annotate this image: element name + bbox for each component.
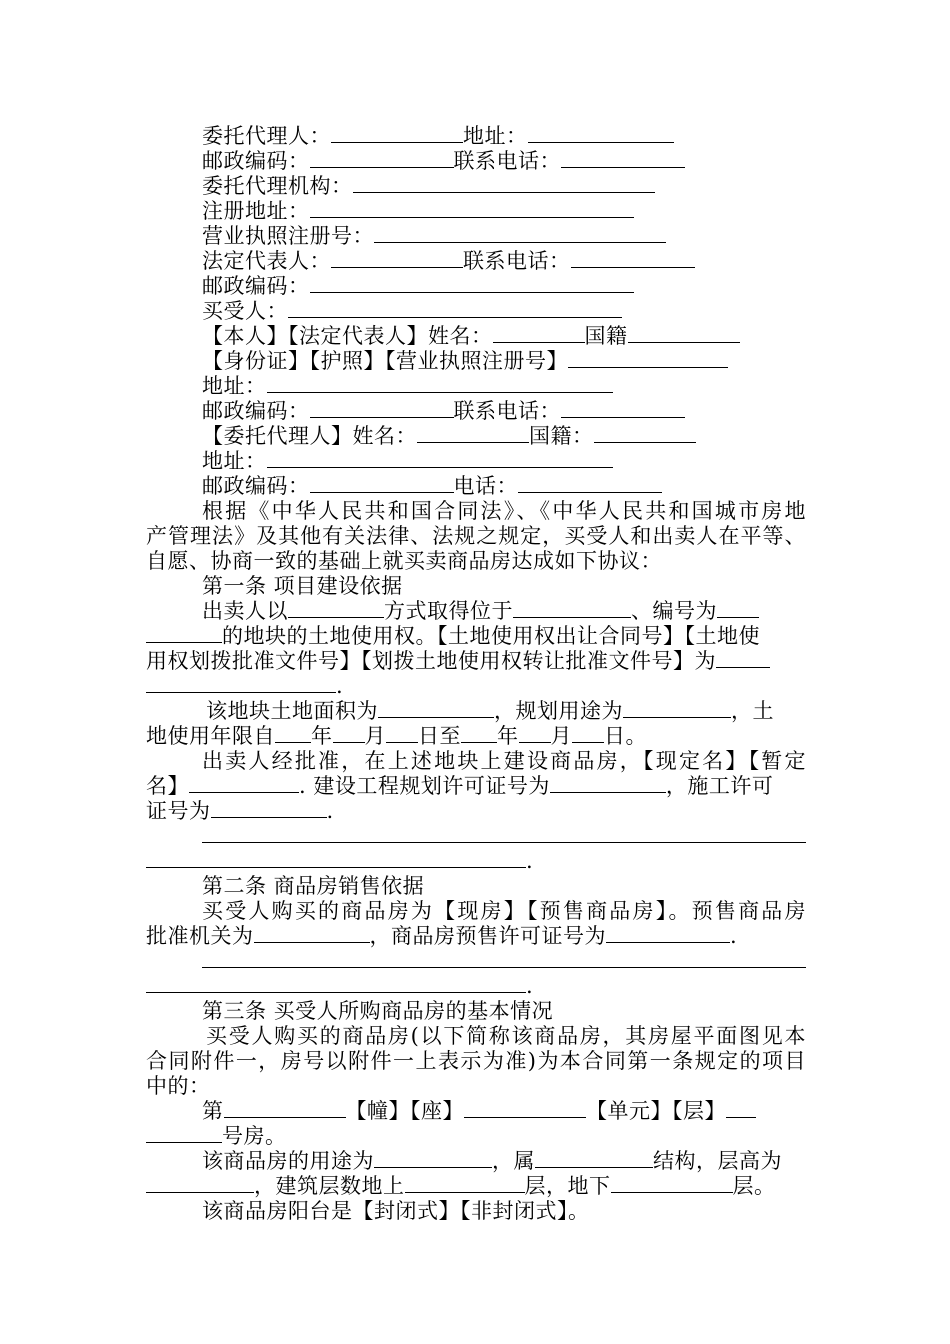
phone-blank[interactable] [561, 399, 685, 418]
text: 【单元】【层】 [586, 1099, 726, 1123]
floor-height-blank[interactable] [146, 1174, 254, 1193]
address-blank[interactable] [528, 124, 674, 143]
postcode-blank[interactable] [310, 474, 454, 493]
article-1-p3-line1: 出卖人经批准，在上述地块上建设商品房，【现定名】【暂定 [202, 749, 806, 773]
text: . [730, 924, 738, 948]
room-number-blank[interactable] [726, 1099, 756, 1118]
land-area-blank[interactable] [378, 699, 494, 718]
buyer-name-blank[interactable] [493, 324, 585, 343]
article-3-p1-line2: 合同附件一，房号以附件一上表示为准)为本合同第一条规定的项目 [146, 1049, 806, 1073]
nationality-label: 国籍： [529, 424, 594, 448]
doc-number-blank[interactable] [568, 349, 728, 368]
text: . [526, 974, 534, 998]
postcode-blank[interactable] [310, 149, 454, 168]
phone-label: 联系电话： [453, 399, 561, 423]
article-1-p2-line2 [146, 724, 647, 748]
acquisition-method-blank[interactable] [288, 599, 384, 618]
article-2-p1-line1: 买受人购买的商品房为【现房】【预售商品房】。预售商品房 [202, 899, 806, 923]
approval-authority-blank[interactable] [254, 924, 370, 943]
text: 号房。 [222, 1124, 287, 1148]
postcode-label: 邮政编码： [202, 149, 310, 173]
text: 年 [311, 724, 333, 748]
end-month-blank[interactable] [519, 724, 551, 743]
end-day-blank[interactable] [572, 724, 604, 743]
business-license-blank[interactable] [374, 224, 666, 243]
text: ，建筑层数地上 [254, 1174, 405, 1198]
agent-name-label: 【委托代理人】姓名： [202, 424, 417, 448]
room-number-blank-cont[interactable] [146, 1124, 222, 1143]
text: 用权划拨批准文件号】【划拨土地使用权转让批准文件号】为 [146, 649, 716, 673]
buyer-agent-postcode-line [202, 474, 662, 498]
text: ，施工许可 [665, 774, 774, 798]
address-label: 地址： [463, 124, 528, 148]
text: . [526, 849, 534, 873]
postcode-label: 邮政编码： [202, 399, 310, 423]
buyer-name-line [202, 324, 740, 348]
article-1-p2-line1 [206, 699, 774, 723]
floors-above-blank[interactable] [405, 1174, 525, 1193]
buyer-name-label: 【本人】【法定代表人】姓名： [202, 324, 493, 348]
text: . [326, 799, 334, 823]
business-license-label: 营业执照注册号： [202, 224, 374, 248]
project-name-blank[interactable] [189, 774, 299, 793]
nationality-label: 国籍 [584, 324, 628, 348]
text: 、编号为 [631, 599, 717, 623]
planned-use-blank[interactable] [623, 699, 731, 718]
article-3-p2-line1 [202, 1099, 756, 1123]
article-1-p3-line2 [146, 774, 773, 798]
start-month-blank[interactable] [333, 724, 365, 743]
location-blank[interactable] [513, 599, 631, 618]
buyer-agent-address-line [202, 449, 613, 473]
agency-line [202, 174, 655, 198]
article-3-p2-line2 [146, 1124, 287, 1148]
text: 【幢】【座】 [345, 1099, 464, 1123]
legal-rep-phone-label: 联系电话： [463, 249, 571, 273]
text: 批准机关为 [146, 924, 254, 948]
blank-line-cont[interactable] [146, 849, 526, 868]
blank-line-cont[interactable] [146, 974, 526, 993]
agency-blank[interactable] [353, 174, 655, 193]
text: 日至 [418, 724, 461, 748]
start-day-blank[interactable] [386, 724, 418, 743]
legal-rep-label: 法定代表人： [202, 249, 331, 273]
address-blank[interactable] [267, 374, 613, 393]
article-1-p3-line3 [146, 799, 334, 823]
usage-blank[interactable] [374, 1149, 492, 1168]
intro-line-1: 根据《中华人民共和国合同法》、《中华人民共和国城市房地 [202, 499, 806, 523]
agent-label: 委托代理人： [202, 124, 331, 148]
nationality-blank[interactable] [628, 324, 740, 343]
article-3-title: 第三条 买受人所购商品房的基本情况 [202, 999, 554, 1023]
text: ，土 [731, 699, 774, 723]
structure-blank[interactable] [535, 1149, 653, 1168]
reg-address-line [202, 199, 634, 223]
postcode-phone-line [202, 149, 685, 173]
reg-address-blank[interactable] [310, 199, 634, 218]
text: 年 [497, 724, 519, 748]
text: 第 [202, 1099, 224, 1123]
article-3-p1-line1: 买受人购买的商品房(以下简称该商品房，其房屋平面图见本 [206, 1024, 806, 1048]
article-3-p3-line1 [202, 1149, 782, 1173]
reg-address-label: 注册地址： [202, 199, 310, 223]
article-3-p3-line2 [146, 1174, 776, 1198]
floors-below-blank[interactable] [611, 1174, 733, 1193]
text: 层。 [732, 1174, 776, 1198]
blank-line-end [146, 849, 533, 873]
text: 名】 [146, 774, 189, 798]
text: 该商品房的用途为 [202, 1149, 374, 1173]
text: 层，地下 [524, 1174, 611, 1198]
text: 该地块土地面积为 [206, 699, 378, 723]
blank-line[interactable] [202, 967, 806, 968]
text: 日。 [604, 724, 647, 748]
construction-permit-blank[interactable] [211, 799, 327, 818]
agent-blank[interactable] [331, 124, 463, 143]
buyer-blank[interactable] [288, 299, 622, 318]
contract-number-blank-cont[interactable] [146, 674, 336, 693]
text: . 建设工程规划许可证号为 [299, 774, 550, 798]
phone-blank[interactable] [561, 149, 685, 168]
buyer-label: 买受人： [202, 299, 288, 323]
text: 结构，层高为 [653, 1149, 782, 1173]
text: ，商品房预售许可证号为 [369, 924, 606, 948]
business-license-line [202, 224, 666, 248]
presale-permit-blank[interactable] [606, 924, 730, 943]
intro-line-3: 自愿、协商一致的基础上就买卖商品房达成如下协议： [146, 549, 662, 573]
tel-blank[interactable] [518, 474, 662, 493]
agency-label: 委托代理机构： [202, 174, 353, 198]
text: ，规划用途为 [494, 699, 623, 723]
nationality-blank[interactable] [594, 424, 696, 443]
postcode-label: 邮政编码： [202, 474, 310, 498]
start-year-blank[interactable] [275, 724, 311, 743]
article-1-p1-line2 [146, 624, 760, 648]
phone-label: 联系电话： [453, 149, 561, 173]
building-blank[interactable] [224, 1099, 346, 1118]
buyer-address-line [202, 374, 613, 398]
intro-line-2: 产管理法》及其他有关法律、法规之规定，买受人和出卖人在平等、 [146, 524, 806, 548]
text: 出卖人以 [202, 599, 288, 623]
article-2-p1-line2 [146, 924, 737, 948]
postcode-blank[interactable] [310, 274, 634, 293]
text: 的地块的土地使用权。【土地使用权出让合同号】【土地使 [222, 624, 760, 648]
article-3-p1-line3: 中的： [146, 1074, 211, 1098]
plot-number-blank-cont[interactable] [146, 624, 222, 643]
agent-name-blank[interactable] [417, 424, 529, 443]
text: ，属 [492, 1149, 535, 1173]
text: 月 [364, 724, 386, 748]
address-blank[interactable] [267, 449, 613, 468]
article-3-p4: 该商品房阳台是【封闭式】【非封闭式】。 [202, 1199, 590, 1223]
postcode-blank[interactable] [310, 399, 454, 418]
contract-number-blank[interactable] [716, 649, 770, 668]
plot-number-blank[interactable] [717, 599, 759, 618]
article-2-title: 第二条 商品房销售依据 [202, 874, 425, 898]
doc-type-line [202, 349, 728, 373]
text: 方式取得位于 [384, 599, 513, 623]
address-label: 地址： [202, 374, 267, 398]
article-1-p1-line3 [146, 649, 770, 673]
blank-line[interactable] [202, 842, 806, 843]
postcode-label: 邮政编码： [202, 274, 310, 298]
postcode-line-2 [202, 274, 634, 298]
planning-permit-blank[interactable] [550, 774, 666, 793]
article-1-title: 第一条 项目建设依据 [202, 574, 403, 598]
end-year-blank[interactable] [461, 724, 497, 743]
text: 月 [550, 724, 572, 748]
legal-rep-phone-blank[interactable] [571, 249, 695, 268]
legal-rep-line [202, 249, 695, 273]
address-label: 地址： [202, 449, 267, 473]
buyer-postcode-line [202, 399, 685, 423]
buyer-agent-line [202, 424, 696, 448]
legal-rep-blank[interactable] [331, 249, 463, 268]
article-1-p1-line4 [146, 674, 343, 698]
doc-type-label: 【身份证】【护照】【营业执照注册号】 [202, 349, 568, 373]
tel-label: 电话： [453, 474, 518, 498]
text: 证号为 [146, 799, 211, 823]
text: . [336, 674, 344, 698]
agent-line [202, 124, 674, 148]
unit-blank[interactable] [464, 1099, 586, 1118]
text: 地使用年限自 [146, 724, 275, 748]
blank-line-end [146, 974, 533, 998]
article-1-p1-line1 [202, 599, 759, 623]
buyer-line [202, 299, 622, 323]
